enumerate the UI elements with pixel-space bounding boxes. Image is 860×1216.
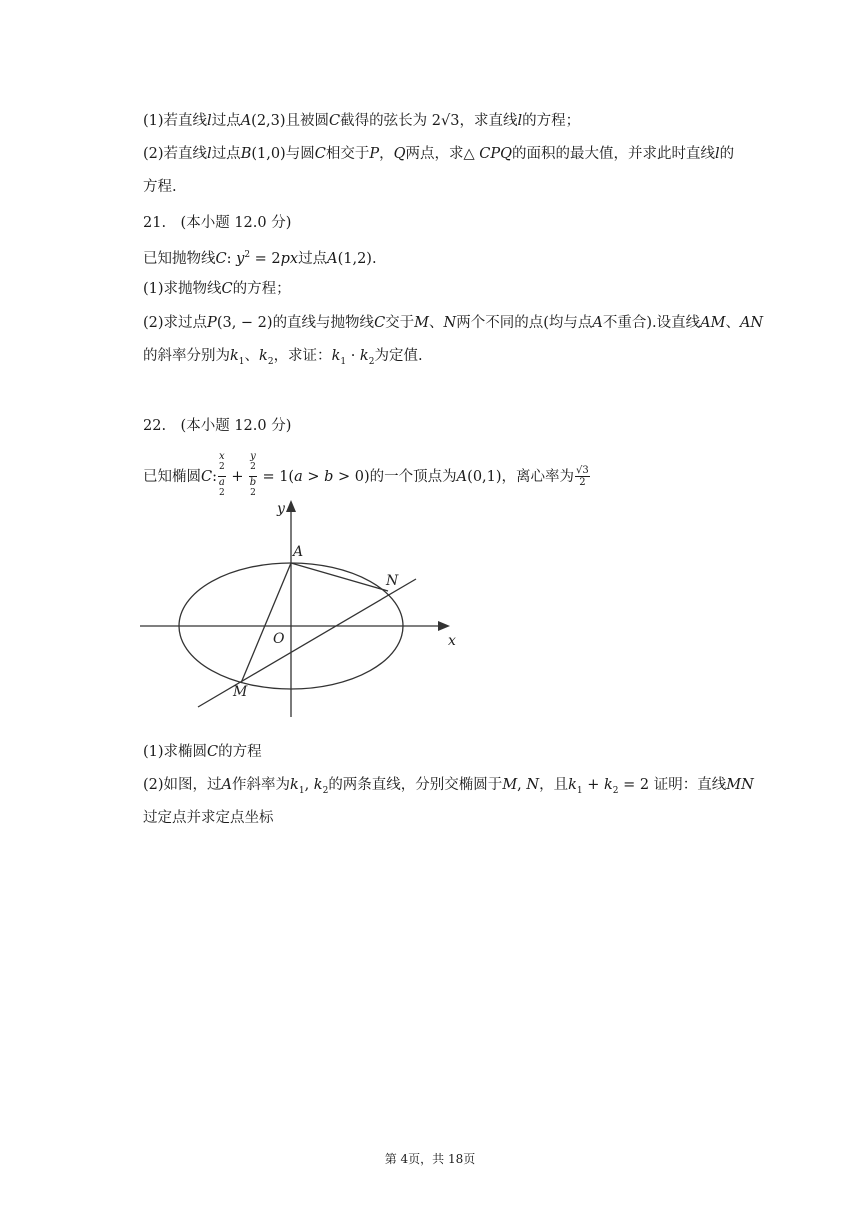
q21-stem: 已知抛物线C: $y^2 = 2px$过点A(1,2).: [143, 250, 377, 267]
q20-part1: (1)若直线l过点A(2,3)且被圆C截得的弦长为 2√3，求直线l的方程；: [143, 113, 581, 129]
q22-part2-cont: 过定点并求定点坐标: [143, 810, 274, 826]
q20-part2: (2)若直线l过点B(1,0)与圆C相交于P，Q两点，求△ CPQ的面积的最大值，并求此时直线l的: [143, 146, 735, 162]
label-x: x: [448, 633, 456, 649]
label-n: N: [386, 573, 399, 589]
label-o: O: [273, 631, 285, 647]
q21-part2-cont: 的斜率分别为$k_1$、$k_2$，求证：$k_1 \cdot k_2$为定值.: [143, 348, 423, 367]
q21-part1: (1)求抛物线C的方程；: [143, 281, 291, 297]
segment-an: [291, 563, 388, 591]
q22-header: 22. (本小题 12.0 分): [143, 418, 292, 434]
q20-part2-cont: 方程.: [143, 179, 177, 195]
q21-part2: (2)求过点P(3, − 2)的直线与抛物线C交于M、N两个不同的点(均与点A不重合).设直线AM、AN: [143, 315, 764, 331]
q22-part2: (2)如图，过A作斜率为$k_1$, $k_2$的两条直线，分别交椭圆于M, N，且$k_1 + k_2 = 2$ 证明：直线MN: [143, 777, 754, 796]
label-a: A: [293, 544, 304, 560]
segment-am: [241, 563, 291, 683]
q22-stem: 已知椭圆C: x $^2$ a $^2$ + y $^2$ b $^2$ = 1(a > b > 0)的一个顶点为A(0,1)，离心率为 $\frac{√3}{2}$: [143, 451, 589, 499]
label-y: y: [277, 501, 285, 517]
q22-part1: (1)求椭圆C的方程: [143, 744, 262, 760]
ellipse-figure: [140, 497, 460, 719]
x-axis-arrow: [438, 621, 450, 631]
y-axis-arrow: [286, 500, 296, 512]
label-m: M: [233, 684, 248, 700]
q21-header: 21. (本小题 12.0 分): [143, 215, 292, 231]
page-footer: 第 4页，共 18页: [384, 1152, 476, 1166]
